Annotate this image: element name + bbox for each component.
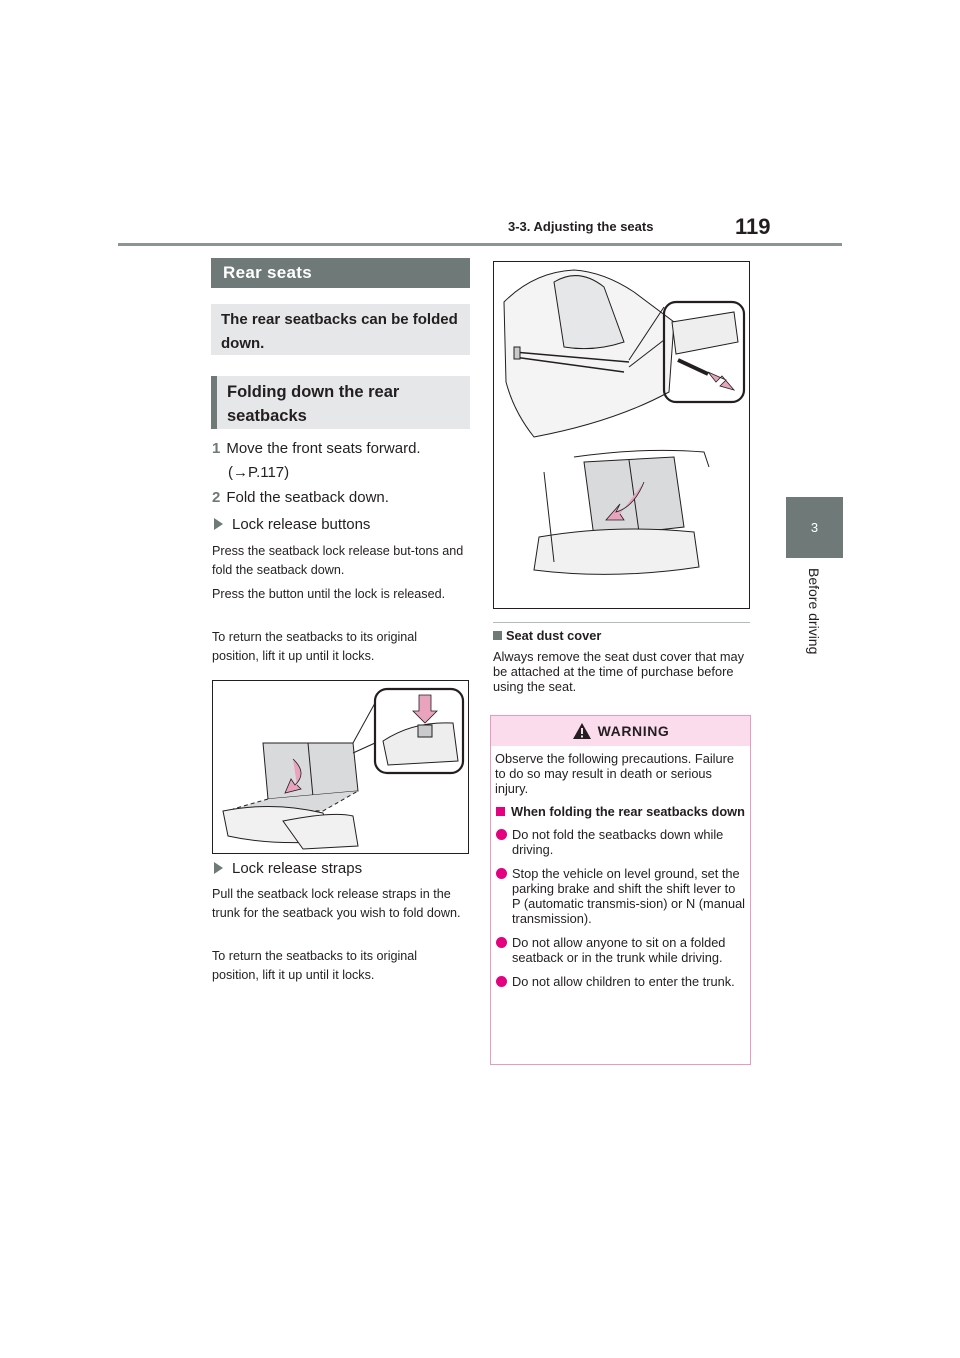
page-heading: Rear seats	[211, 258, 470, 288]
square-bullet-icon	[493, 631, 502, 640]
warning-item-text: Do not allow anyone to sit on a folded seatback or in the trunk while driving.	[512, 935, 726, 965]
seat-fold-illustration-icon	[213, 681, 468, 853]
item-lock-release-straps	[213, 858, 362, 880]
warning-triangle-icon	[572, 722, 592, 740]
step-number: 1	[212, 440, 221, 457]
straps-para-2: To return the seatbacks to its original position, lift it up until it locks.	[212, 949, 418, 982]
warning-item	[495, 974, 746, 989]
chapter-title: Before driving	[806, 568, 822, 655]
dust-cover-heading-text: Seat dust cover	[506, 628, 602, 643]
circle-bullet-icon	[496, 829, 507, 840]
subheading-box: Folding down the rear seatbacks	[211, 376, 470, 429]
step-text: Fold the seatback down.	[226, 489, 389, 506]
warning-item	[495, 827, 746, 857]
section-title: 3-3. Adjusting the seats	[508, 219, 654, 234]
warning-item-text: Do not allow children to enter the trunk.	[512, 974, 735, 989]
step-text: Move the front seats forward.	[226, 440, 421, 457]
step-2	[212, 487, 470, 509]
step-1	[212, 438, 470, 460]
square-bullet-icon	[496, 807, 505, 816]
triangle-bullet-icon	[214, 518, 223, 530]
item-label: Lock release straps	[232, 860, 363, 877]
circle-bullet-icon	[496, 868, 507, 879]
warning-subheading-text: When folding the rear seatbacks down	[511, 804, 745, 819]
item-lock-release-buttons	[213, 514, 370, 536]
trunk-strap-illustration-icon	[494, 262, 749, 608]
triangle-bullet-icon	[214, 862, 223, 874]
dust-cover-heading	[493, 628, 601, 643]
chapter-number: 3	[810, 520, 819, 535]
figure-lock-release-straps	[493, 261, 750, 609]
circle-bullet-icon	[496, 976, 507, 987]
summary-box: The rear seatbacks can be folded down.	[211, 304, 470, 355]
item-label: Lock release buttons	[232, 516, 371, 533]
warning-header	[491, 716, 750, 746]
warning-item	[495, 935, 746, 965]
circle-bullet-icon	[496, 937, 507, 948]
buttons-para-3: To return the seatbacks to its original position, lift it up until it locks.	[212, 630, 418, 663]
warning-intro: Observe the following precautions. Failure to do so may result in death or serious injury.	[495, 751, 734, 796]
figure-lock-release-buttons	[212, 680, 469, 854]
warning-item-text: Do not fold the seatbacks down while driving.	[512, 827, 724, 857]
header-rule	[118, 243, 842, 246]
divider	[493, 622, 750, 623]
warning-body	[491, 746, 750, 989]
warning-item-text: Stop the vehicle on level ground, set the parking brake and shift the shift lever to P (automatic transmis-sion) or N (manual transmission).	[512, 866, 746, 926]
step-number: 2	[212, 489, 221, 506]
step-1-ref[interactable]: (→P.117)	[228, 464, 290, 481]
chapter-tab	[786, 497, 843, 558]
straps-para-1: Pull the seatback lock release straps in the trunk for the seatback you wish to fold down.	[212, 887, 461, 920]
page-number: 119	[735, 214, 771, 239]
dust-cover-text: Always remove the seat dust cover that may be attached at the time of purchase before using the seat.	[493, 649, 745, 694]
buttons-para-1: Press the seatback lock release but-tons and fold the seatback down.	[212, 544, 464, 577]
warning-item	[495, 866, 746, 926]
warning-box	[490, 715, 751, 1065]
buttons-para-2: Press the button until the lock is released.	[212, 587, 446, 601]
warning-title: WARNING	[597, 723, 670, 739]
warning-subheading	[495, 804, 746, 819]
